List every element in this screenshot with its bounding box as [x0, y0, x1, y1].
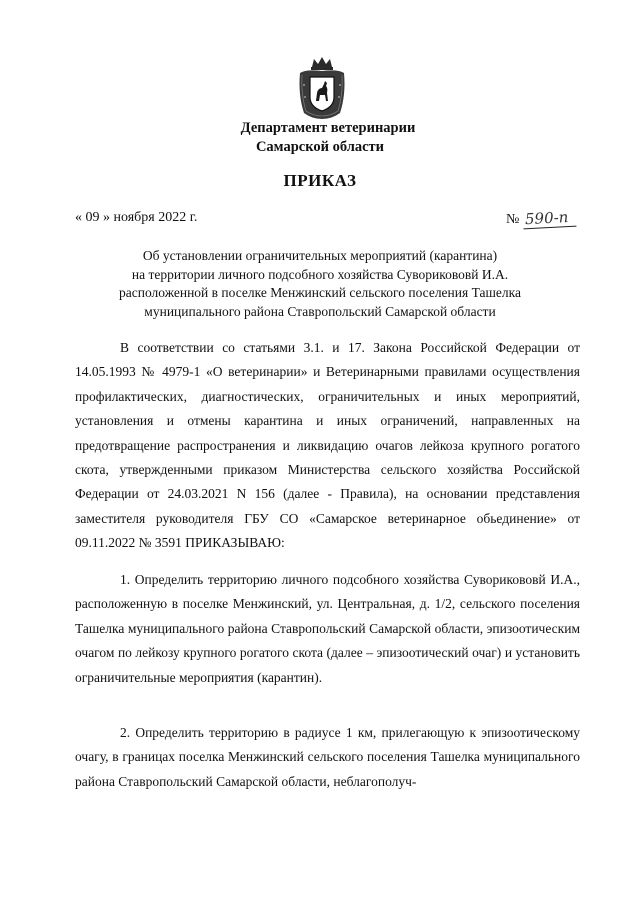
- department-name-line1: Департамент ветеринарии: [240, 120, 416, 136]
- coat-of-arms-emblem: [294, 55, 350, 121]
- subject-line: Об установлении ограничительных мероприятий (карантина): [142, 248, 498, 263]
- preamble-paragraph-block: [75, 336, 580, 556]
- department-name-line2: Самарской области: [255, 139, 385, 155]
- subject-line: на территории личного подсобного хозяйства Суворикововй И.А.: [131, 266, 509, 282]
- preamble-paragraph: В соответствии со статьями 3.1. и 17. Закона Российской Федерации от 14.05.1993 № 4979-1 «О ветеринарии» и Ветеринарными правилами осуществления профилактических, диагностических, ограничительных и иных мероприятий, установления и отмены карантина и иных ограничений, направленных на предотвращение распространения и ликвидацию очагов лейкоза крупного рогатого скота, утвержденными приказом Министерства сельского хозяйства Российской Федерации от 24.03.2021 N 156 (далее - Правила), на основании представления заместителя руководителя ГБУ СО «Самарское ветеринарное обьединение» от 09.11.2022 № 3591 ПРИКАЗЫВАЮ:: [75, 340, 580, 551]
- order-date: « 09 » ноября 2022 г.: [75, 210, 198, 225]
- order-number: [506, 209, 577, 228]
- subject-line: расположенной в поселке Менжинский сельского поселения Ташелка: [119, 285, 521, 300]
- clause-1-paragraph: 1. Определить территорию личного подсобного хозяйства Суворикововй И.А., расположенную в поселке Менжинский, ул. Центральная, д. 1/2, сельского поселения Ташелка муниципального района Ставропольский Самарской области, эпизоотическим очагом по лейкозу крупного рогатого скота (далее – эпизоотический очаг) и установить ограничительные мероприятия (карантин).: [75, 572, 580, 685]
- subject-line: муниципального района Ставропольский Самарской области: [144, 303, 496, 319]
- order-number-prefix: №: [506, 212, 520, 227]
- order-subject: [80, 247, 560, 321]
- order-number-handwritten: 590-п: [523, 208, 577, 230]
- clause-2-paragraph: 2. Определить территорию в радиусе 1 км, прилегающую к эпизоотическому очагу, в границах поселка Менжинский сельского поселения Ташелка муниципального района Ставропольский Самарской области, неблагополуч-: [75, 725, 580, 789]
- clause-1-block: [75, 568, 580, 690]
- clause-2-block: [75, 721, 580, 794]
- document-type-title: ПРИКАЗ: [283, 171, 357, 190]
